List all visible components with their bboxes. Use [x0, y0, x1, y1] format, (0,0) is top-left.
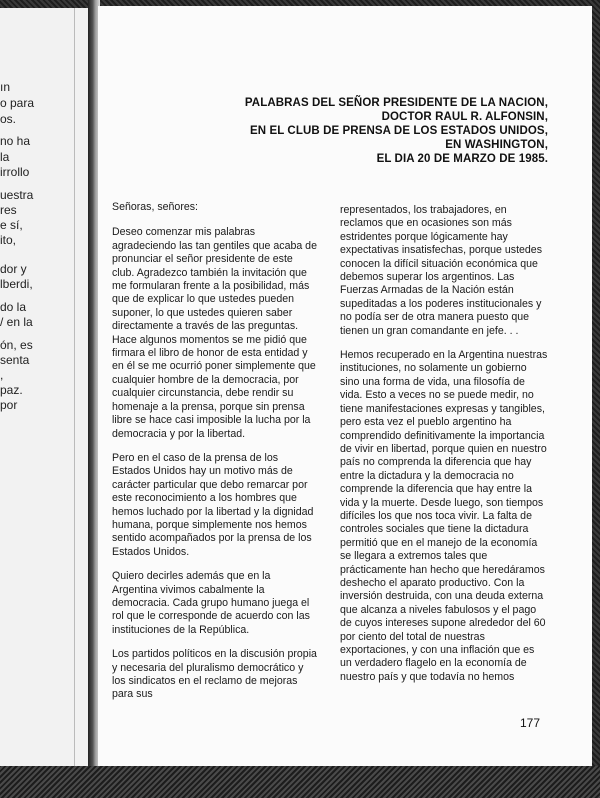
right-text-column	[340, 204, 548, 695]
facing-page-fragment	[0, 8, 92, 768]
fragment-text: os.	[0, 112, 17, 126]
paragraph: Los partidos políticos en la discusión propia y necesaria del pluralismo democrático y los sindicatos en el reclamo de mejoras para sus	[112, 648, 317, 701]
fragment-text: por	[0, 398, 18, 412]
fragment-text: paz.	[0, 383, 23, 397]
fragment-text: no ha	[0, 134, 31, 148]
fragment-text: uestra	[0, 188, 34, 202]
title-line: EN EL CLUB DE PRENSA DE LOS ESTADOS UNIDOS,	[249, 125, 548, 137]
fragment-text: e sí,	[0, 218, 23, 232]
fragment-text: lberdi,	[0, 277, 33, 291]
paragraph: representados, los trabajadores, en reclamos que en ocasiones son más estridentes porque lógicamente hay expectativas insatisfechas, porque ustedes conocen la difícil situación económica que debemos superar los argentinos. Las Fuerzas Armadas de la Nación están supeditadas a los poderes institucionales y no podía ser de otra manera puesto que tienen un gran comandante en jefe. . .	[340, 204, 542, 337]
paragraph: Deseo comenzar mis palabras agradeciendo las tan gentiles que acaba de pronunciar el señor presidente de este club. Agradezco también la invitación que me formularan frente a la posibilidad, más que de explicar lo que ustedes pueden suponer, lo que ustedes quieren saber directamente a través de las preguntas. Hace algunos momentos se me pidió que firmara el libro de honor de esta entidad y en él se me ocurrió poner simplemente que cualquier hombre de la democracia, por cualquier circunstancia, debe rendir su homenaje a la prensa, porque sin prensa libre se hace casi imposible la lucha por la democracia y por la libertad.	[112, 226, 317, 440]
page-number: 177	[519, 716, 540, 730]
title-line: EL DIA 20 DE MARZO DE 1985.	[376, 153, 548, 165]
fragment-text: senta	[0, 353, 30, 367]
greeting: Señoras, señores:	[112, 201, 198, 213]
paragraph: Pero en el caso de la prensa de los Estados Unidos hay un motivo más de carácter particular que debo remarcar por este reconocimiento a los hombres que hemos luchado por la libertad y la dignidad humana, porque simplemente nos hemos sentido acompañados por la prensa de los Estados Unidos.	[112, 451, 314, 558]
page-edge	[74, 8, 75, 768]
document-page	[98, 6, 592, 768]
fragment-text: la	[0, 150, 10, 164]
title-line: DOCTOR RAUL R. ALFONSIN,	[381, 111, 548, 123]
fragment-text: ón, es	[0, 338, 33, 352]
fragment-text: irrollo	[0, 165, 30, 179]
paragraph: Quiero decirles además que en la Argentina vivimos cabalmente la democracia. Cada grupo humano juega el rol que le corresponde de acuerdo con las instituciones de la República.	[112, 570, 310, 636]
fragment-text: ın	[0, 80, 11, 94]
left-text-column	[112, 201, 318, 713]
fragment-text: ito,	[0, 233, 17, 247]
fragment-text: o para	[0, 96, 35, 110]
speech-title	[168, 96, 548, 166]
fragment-text: / en la	[0, 315, 33, 329]
fragment-text: ,	[0, 368, 4, 382]
fragment-text: do la	[0, 300, 27, 314]
paragraph: Hemos recuperado en la Argentina nuestras instituciones, no solamente un gobierno sino una forma de vida, una filosofía de vida. Esto a veces no se puede medir, no tiene manifestaciones expresas y tangibles, pero esta vez el pueblo argentino ha comprendido definitivamente la importancia de vivir en libertad, porque quien en nuestro país no comprenda la diferencia que hay entre la dictadura y la democracia no comprende la diferencia que hay entre la vida y la muerte. Desde luego, son tiempos difíciles los que nos toca vivir. La falta de controles sociales que tiene la dictadura permitió que en el manejo de la economía se llegara a extremos tales que prácticamente han hecho que heredáramos deshecho el aparato productivo. Con la inversión destruida, con una deuda externa que alcanza a niveles fabulosos y el pago de cuyos intereses supone alrededor del 60 por ciento del total de nuestras exportaciones, y con una inflación que es un verdadero flagelo en la economía de nuestro país y que todavía no hemos	[340, 349, 548, 683]
title-line: EN WASHINGTON,	[445, 139, 548, 151]
fragment-text: dor y	[0, 262, 27, 276]
scan-bottom-edge	[0, 766, 600, 798]
title-line: PALABRAS DEL SEÑOR PRESIDENTE DE LA NACION,	[244, 97, 548, 109]
fragment-text: res	[0, 203, 17, 217]
